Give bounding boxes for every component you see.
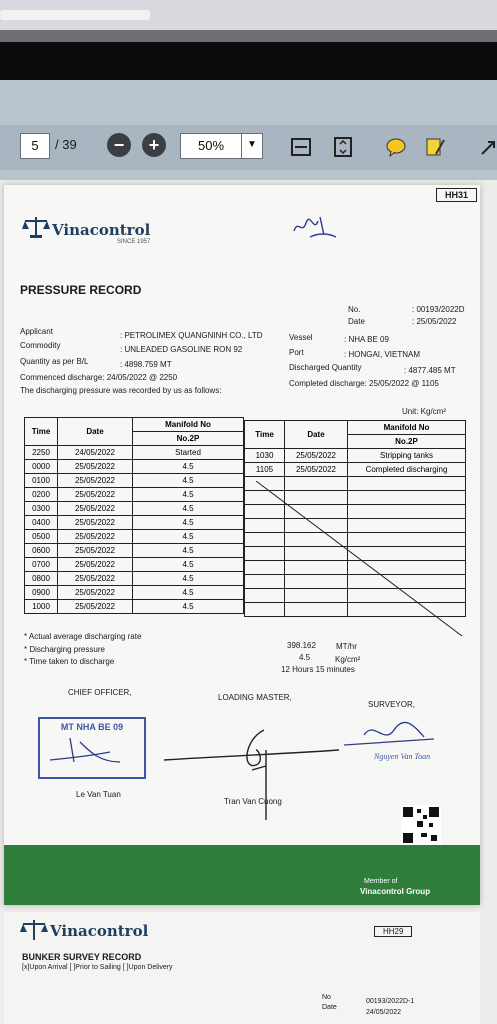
header-no-right: No.2P xyxy=(348,435,466,449)
vessel-value: : NHA BE 09 xyxy=(344,335,389,344)
qty-bl-value: : 4898.759 MT xyxy=(120,360,172,369)
loading-master-name: Tran Van Cuong xyxy=(224,797,282,806)
left-cell-value: 4.5 xyxy=(133,586,244,600)
stamp-signature-icon xyxy=(40,732,140,768)
header-date-right: Date xyxy=(285,421,348,449)
page2-options: [x]Upon Arrival [ ]Prior to Sailing [ ]Upon Delivery xyxy=(22,964,173,971)
left-cell-date: 25/05/2022 xyxy=(58,530,133,544)
loading-master-signature-icon xyxy=(164,720,344,830)
left-row xyxy=(25,516,244,530)
header-date: Date xyxy=(58,418,133,446)
surveyor-signature-icon xyxy=(334,715,444,775)
footer-member: Member of xyxy=(364,878,398,885)
left-cell-value: 4.5 xyxy=(133,530,244,544)
left-cell-time: 2250 xyxy=(25,446,58,460)
vessel-label: Vessel xyxy=(289,333,313,342)
right-cell-value: Stripping tanks xyxy=(348,449,466,463)
left-cell-date: 25/05/2022 xyxy=(58,460,133,474)
port-label: Port xyxy=(289,348,304,357)
loading-master-label: LOADING MASTER, xyxy=(218,693,292,702)
left-cell-date: 25/05/2022 xyxy=(58,558,133,572)
summary-rate-label: * Actual average discharging rate xyxy=(24,632,142,641)
cancel-diagonal-line xyxy=(244,481,466,641)
page2-title: BUNKER SURVEY RECORD xyxy=(22,952,142,962)
page2-date-value: 24/05/2022 xyxy=(366,1009,402,1016)
summary-pressure-value: 4.5 xyxy=(299,653,311,662)
port-value: : HONGAI, VIETNAM xyxy=(344,350,421,359)
summary-rate-unit: MT/hr xyxy=(336,642,357,651)
left-row xyxy=(25,474,244,488)
left-cell-date: 25/05/2022 xyxy=(58,600,133,614)
left-cell-date: 25/05/2022 xyxy=(58,488,133,502)
left-cell-time: 0400 xyxy=(25,516,58,530)
left-cell-value: 4.5 xyxy=(133,572,244,586)
left-cell-date: 25/05/2022 xyxy=(58,502,133,516)
zoom-select[interactable]: 50% xyxy=(180,133,242,159)
header-time-right: Time xyxy=(245,421,285,449)
left-cell-value: 4.5 xyxy=(133,558,244,572)
brand-since: SINCE 1957 xyxy=(117,239,151,245)
expand-icon[interactable] xyxy=(478,136,497,158)
initials-signature-icon xyxy=(290,213,340,241)
pdf-toolbar xyxy=(0,80,497,180)
summary-pressure-label: * Discharging pressure xyxy=(24,645,105,654)
commodity-value: : UNLEADED GASOLINE RON 92 xyxy=(120,345,243,354)
discharged-label: Discharged Quantity xyxy=(289,363,362,372)
left-cell-time: 0500 xyxy=(25,530,58,544)
page2-date-label: Date xyxy=(322,1004,337,1011)
date-value: : 25/05/2022 xyxy=(412,317,457,326)
screen-top xyxy=(0,0,497,42)
vessel-stamp xyxy=(38,717,146,779)
no-value: : 00193/2022D xyxy=(412,305,465,314)
applicant-value: : PETROLIMEX QUANGNINH CO., LTD xyxy=(120,331,263,340)
header-no: No.2P xyxy=(133,432,244,446)
header-time: Time xyxy=(25,418,58,446)
left-cell-value: 4.5 xyxy=(133,600,244,614)
left-row xyxy=(25,558,244,572)
left-row xyxy=(25,586,244,600)
right-cell-time: 1030 xyxy=(245,449,285,463)
left-cell-date: 25/05/2022 xyxy=(58,572,133,586)
highlight-pen-icon[interactable] xyxy=(424,136,446,158)
left-cell-date: 25/05/2022 xyxy=(58,544,133,558)
brand-name-page2: Vinacontrol xyxy=(50,922,149,940)
summary-time-label: * Time taken to discharge xyxy=(24,657,115,666)
applicant-label: Applicant xyxy=(20,327,53,336)
left-row xyxy=(25,460,244,474)
footer-banner xyxy=(4,845,480,905)
pressure-table-left xyxy=(24,417,244,614)
summary-rate-value: 398.162 xyxy=(287,641,316,650)
qty-bl-label: Quantity as per B/L xyxy=(20,357,89,366)
left-row xyxy=(25,502,244,516)
left-cell-value: Started xyxy=(133,446,244,460)
left-cell-time: 0800 xyxy=(25,572,58,586)
chief-officer-label: CHIEF OFFICER, xyxy=(68,688,132,697)
page2-no-value: 00193/2022D-1 xyxy=(366,998,415,1005)
intro-text: The discharging pressure was recorded by us as follows: xyxy=(20,386,222,395)
pdf-page-next xyxy=(4,912,480,1024)
left-cell-value: 4.5 xyxy=(133,502,244,516)
left-cell-date: 25/05/2022 xyxy=(58,474,133,488)
right-cell-date: 25/05/2022 xyxy=(285,449,348,463)
left-cell-date: 25/05/2022 xyxy=(58,586,133,600)
surveyor-label: SURVEYOR, xyxy=(368,700,415,709)
left-cell-date: 25/05/2022 xyxy=(58,516,133,530)
screen-shadow xyxy=(0,30,497,42)
left-row xyxy=(25,544,244,558)
left-cell-value: 4.5 xyxy=(133,516,244,530)
pdf-page xyxy=(4,185,480,905)
commodity-label: Commodity xyxy=(20,341,61,350)
brand-name: Vinacontrol xyxy=(52,221,151,239)
fit-width-icon[interactable] xyxy=(290,136,312,158)
right-row xyxy=(245,463,466,477)
right-cell-value: Completed discharging xyxy=(348,463,466,477)
left-cell-time: 0100 xyxy=(25,474,58,488)
left-cell-time: 0000 xyxy=(25,460,58,474)
page-total-label: / 39 xyxy=(55,137,77,152)
right-cell-date: 25/05/2022 xyxy=(285,463,348,477)
left-cell-date: 24/05/2022 xyxy=(58,446,133,460)
left-cell-value: 4.5 xyxy=(133,474,244,488)
header-manifold-right: Manifold No xyxy=(348,421,466,435)
page-title: PRESSURE RECORD xyxy=(20,283,142,297)
left-row xyxy=(25,600,244,614)
summary-pressure-unit: Kg/cm² xyxy=(335,655,361,664)
page-number-input[interactable]: 5 xyxy=(20,133,50,159)
left-cell-time: 0300 xyxy=(25,502,58,516)
qr-code-icon xyxy=(401,805,441,845)
window-strip xyxy=(0,10,150,20)
summary-time-value: 12 Hours 15 minutes xyxy=(281,665,355,674)
right-cell-time: 1105 xyxy=(245,463,285,477)
left-row xyxy=(25,572,244,586)
zoom-in-button[interactable]: + xyxy=(142,133,166,157)
left-row xyxy=(25,446,244,460)
left-row xyxy=(25,530,244,544)
header-manifold: Manifold No xyxy=(133,418,244,432)
form-code: HH31 xyxy=(436,188,477,202)
vinacontrol-logo-icon xyxy=(22,215,50,239)
left-cell-time: 0200 xyxy=(25,488,58,502)
surveyor-stamp-name: Nguyen Van Toan xyxy=(374,752,431,761)
right-row xyxy=(245,449,466,463)
page2-no-label: No xyxy=(322,994,331,1001)
form-code-page2: HH29 xyxy=(374,926,412,937)
date-label: Date xyxy=(348,317,365,326)
no-label: No. xyxy=(348,305,361,314)
left-cell-time: 1000 xyxy=(25,600,58,614)
zoom-dropdown-chevron-icon[interactable]: ▼ xyxy=(241,133,263,159)
stamp-text: MT NHA BE 09 xyxy=(60,722,124,732)
chief-officer-name: Le Van Tuan xyxy=(76,790,121,799)
footer-group: Vinacontrol Group xyxy=(360,887,431,896)
unit-label: Unit: Kg/cm² xyxy=(402,407,447,416)
left-cell-time: 0600 xyxy=(25,544,58,558)
comment-icon[interactable] xyxy=(385,136,407,158)
fit-page-icon[interactable] xyxy=(332,136,354,158)
discharged-value: : 4877.485 MT xyxy=(404,366,456,375)
completed-text: Completed discharge: 25/05/2022 @ 1105 xyxy=(289,379,439,388)
commenced-text: Commenced discharge: 24/05/2022 @ 2250 xyxy=(20,373,178,382)
left-cell-value: 4.5 xyxy=(133,488,244,502)
zoom-out-button[interactable]: − xyxy=(107,133,131,157)
left-cell-time: 0700 xyxy=(25,558,58,572)
left-row xyxy=(25,488,244,502)
vinacontrol-logo-icon xyxy=(20,918,48,942)
left-cell-value: 4.5 xyxy=(133,460,244,474)
left-cell-time: 0900 xyxy=(25,586,58,600)
left-cell-value: 4.5 xyxy=(133,544,244,558)
monitor-bezel xyxy=(0,42,497,80)
